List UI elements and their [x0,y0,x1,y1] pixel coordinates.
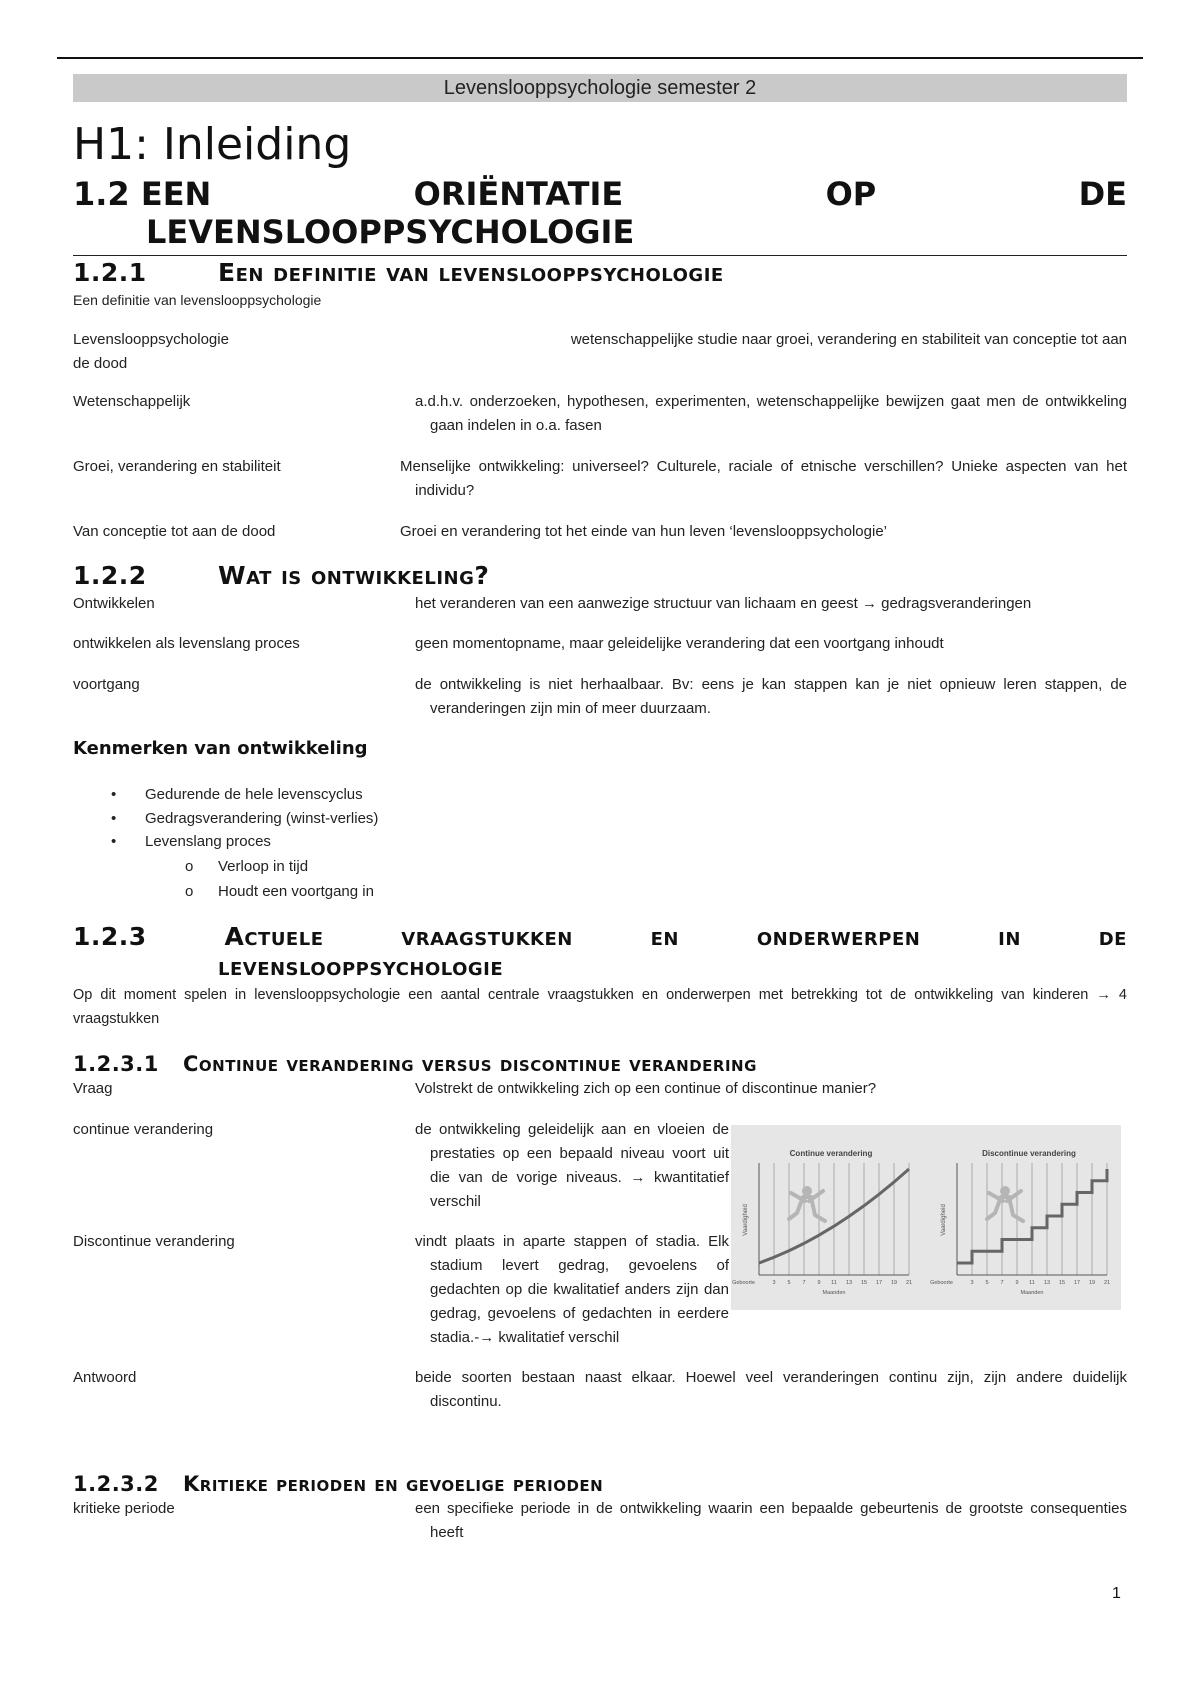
section-1-2-3-2-heading: 1.2.3.2 Kritieke perioden en gevoelige perioden [73,1472,604,1496]
term-label: Van conceptie tot aan de dood [73,523,276,540]
tick-label: 5 [985,1280,989,1286]
heading-word: ORIËNTATIE [413,175,624,213]
definition-continuation: de dood [73,355,128,372]
definition: beide soorten bestaan naast elkaar. Hoewel veel veranderingen continu zijn, zijn andere duidelijk discontinu. [415,1369,1127,1410]
y-axis-label: Vaardigheid [743,1204,749,1236]
section-1-2-3-heading: 1.2.3 Actuele vraagstukken en onderwerpen in de levenslooppsychologie [73,922,1127,981]
tick-label: 5 [787,1280,791,1286]
tick-label: 19 [1088,1280,1096,1286]
tick-label: 13 [845,1280,853,1286]
kenmerken-heading: Kenmerken van ontwikkeling [73,738,368,759]
definition: Volstrekt de ontwikkeling zich op een continue of discontinue manier? [415,1080,877,1097]
heading-word: DE [1078,175,1127,213]
heading-word: OP [825,175,877,213]
list-item: • Gedragsverandering (winst-verlies) [111,809,379,827]
child-figure-icon [1000,1186,1010,1196]
term-label: Levenslooppsychologie [73,331,229,348]
term-label: continue verandering [73,1121,214,1138]
section-1-2-heading [73,175,1127,251]
tick-label: 11 [1029,1280,1035,1286]
tick-label: 15 [860,1280,868,1286]
definition: wetenschappelijke studie naar groei, verandering en stabiliteit van conceptie tot aan [570,331,1127,348]
running-header: Levenslooppsychologie semester 2 [73,74,1127,102]
list-item: o Verloop in tijd [185,858,309,875]
definition: de ontwikkeling is niet herhaalbaar. Bv: eens je kan stappen kan je niet opnieuw leren stappen, de veranderingen zijn min of meer duurzaam. [415,676,1127,717]
term-label: ontwikkelen als levenslang proces [73,635,300,652]
tick-label: 17 [875,1280,883,1286]
y-axis-label: Vaardigheid [941,1204,947,1236]
section-1-2-2-heading: 1.2.2 Wat is ontwikkeling? [73,561,490,590]
chart-title: Discontinue verandering [982,1149,1076,1158]
tick-label: 17 [1073,1280,1081,1286]
section-1-2-1-heading: 1.2.1 Een definitie van levenslooppsychologie [73,258,724,287]
tick-label: 3 [970,1280,974,1286]
tick-label: Geboorte [732,1280,755,1286]
term-label: Ontwikkelen [73,595,155,612]
tick-label: 7 [802,1280,806,1286]
term-label: voortgang [73,676,140,693]
tick-label: 13 [1043,1280,1051,1286]
tick-label: 21 [905,1280,913,1286]
definition: Menselijke ontwikkeling: universeel? Culturele, raciale of etnische verschillen? Unieke aspecten van het individu? [400,458,1127,499]
term-label: Vraag [73,1080,113,1097]
section-num: 1.2 [73,175,130,213]
kenmerken-list [111,783,379,854]
tick-label: 19 [890,1280,898,1286]
definition: vindt plaats in aparte stappen of stadia. Elk stadium levert gedrag, gevoelens of gedachten op die kwalitatief anders zijn dan gedrag, gevoelens of gedachten in eerdere stadia.-→ kwalitatief verschil [415,1233,729,1346]
definition: a.d.h.v. onderzoeken, hypothesen, experimenten, wetenschappelijke bewijzen gaat men de ontwikkeling gaan indelen in o.a. fasen [415,393,1127,434]
section-rule [73,255,1127,256]
child-figure-icon [802,1186,812,1196]
page-number: 1 [1112,1585,1121,1602]
heading-line-2: LEVENSLOOPPSYCHOLOGIE [146,213,635,251]
tick-label: 11 [831,1280,837,1286]
term-label: Wetenschappelijk [73,393,191,410]
tick-label: 3 [772,1280,776,1286]
tick-label: 9 [1015,1280,1019,1286]
x-axis-label: Maanden [822,1290,846,1296]
term-label: kritieke periode [73,1500,175,1517]
intro-text: Een definitie van levenslooppsychologie [73,292,322,308]
list-item: • Gedurende de hele levenscyclus [111,786,363,803]
chart-title: Continue verandering [789,1149,873,1158]
definition: het veranderen van een aanwezige structuur van lichaam en geest → gedragsveranderingen [415,595,1032,612]
definition: Groei en verandering tot het einde van hun leven ‘levenslooppsychologie’ [400,523,887,540]
definition: geen momentopname, maar geleidelijke verandering dat een voortgang inhoudt [415,635,944,652]
definition: een specifieke periode in de ontwikkeling waarin een bepaalde gebeurtenis de grootste consequenties heeft [415,1500,1127,1541]
term-label: Discontinue verandering [73,1233,235,1250]
tick-label: 15 [1058,1280,1066,1286]
intro-text: Op dit moment spelen in levenslooppsychologie een aantal centrale vraagstukken en onderwerpen met betrekking tot de ontwikkeling van kinderen → 4 vraagstukken [73,987,1127,1027]
tick-label: 21 [1103,1280,1111,1286]
term-label: Antwoord [73,1369,137,1386]
development-figure [731,1125,1121,1310]
tick-label: 7 [1000,1280,1004,1286]
x-axis-label: Maanden [1020,1290,1044,1296]
list-item: o Houdt een voortgang in [185,883,374,900]
chapter-title: H1: Inleiding [73,119,352,170]
term-label: Groei, verandering en stabiliteit [73,458,281,475]
definition: de ontwikkeling geleidelijk aan en vloeien de prestaties op een bepaald niveau voort uit die van de vorige niveaus. → kwantitatief verschil [415,1121,729,1210]
top-rule [57,57,1143,59]
heading-word: EEN [140,175,212,213]
section-1-2-3-1-heading: 1.2.3.1 Continue verandering versus discontinue verandering [73,1052,757,1076]
kenmerken-sublist [185,854,374,904]
tick-label: 9 [817,1280,821,1286]
tick-label: Geboorte [930,1280,953,1286]
list-item: • Levenslang proces [111,833,271,850]
